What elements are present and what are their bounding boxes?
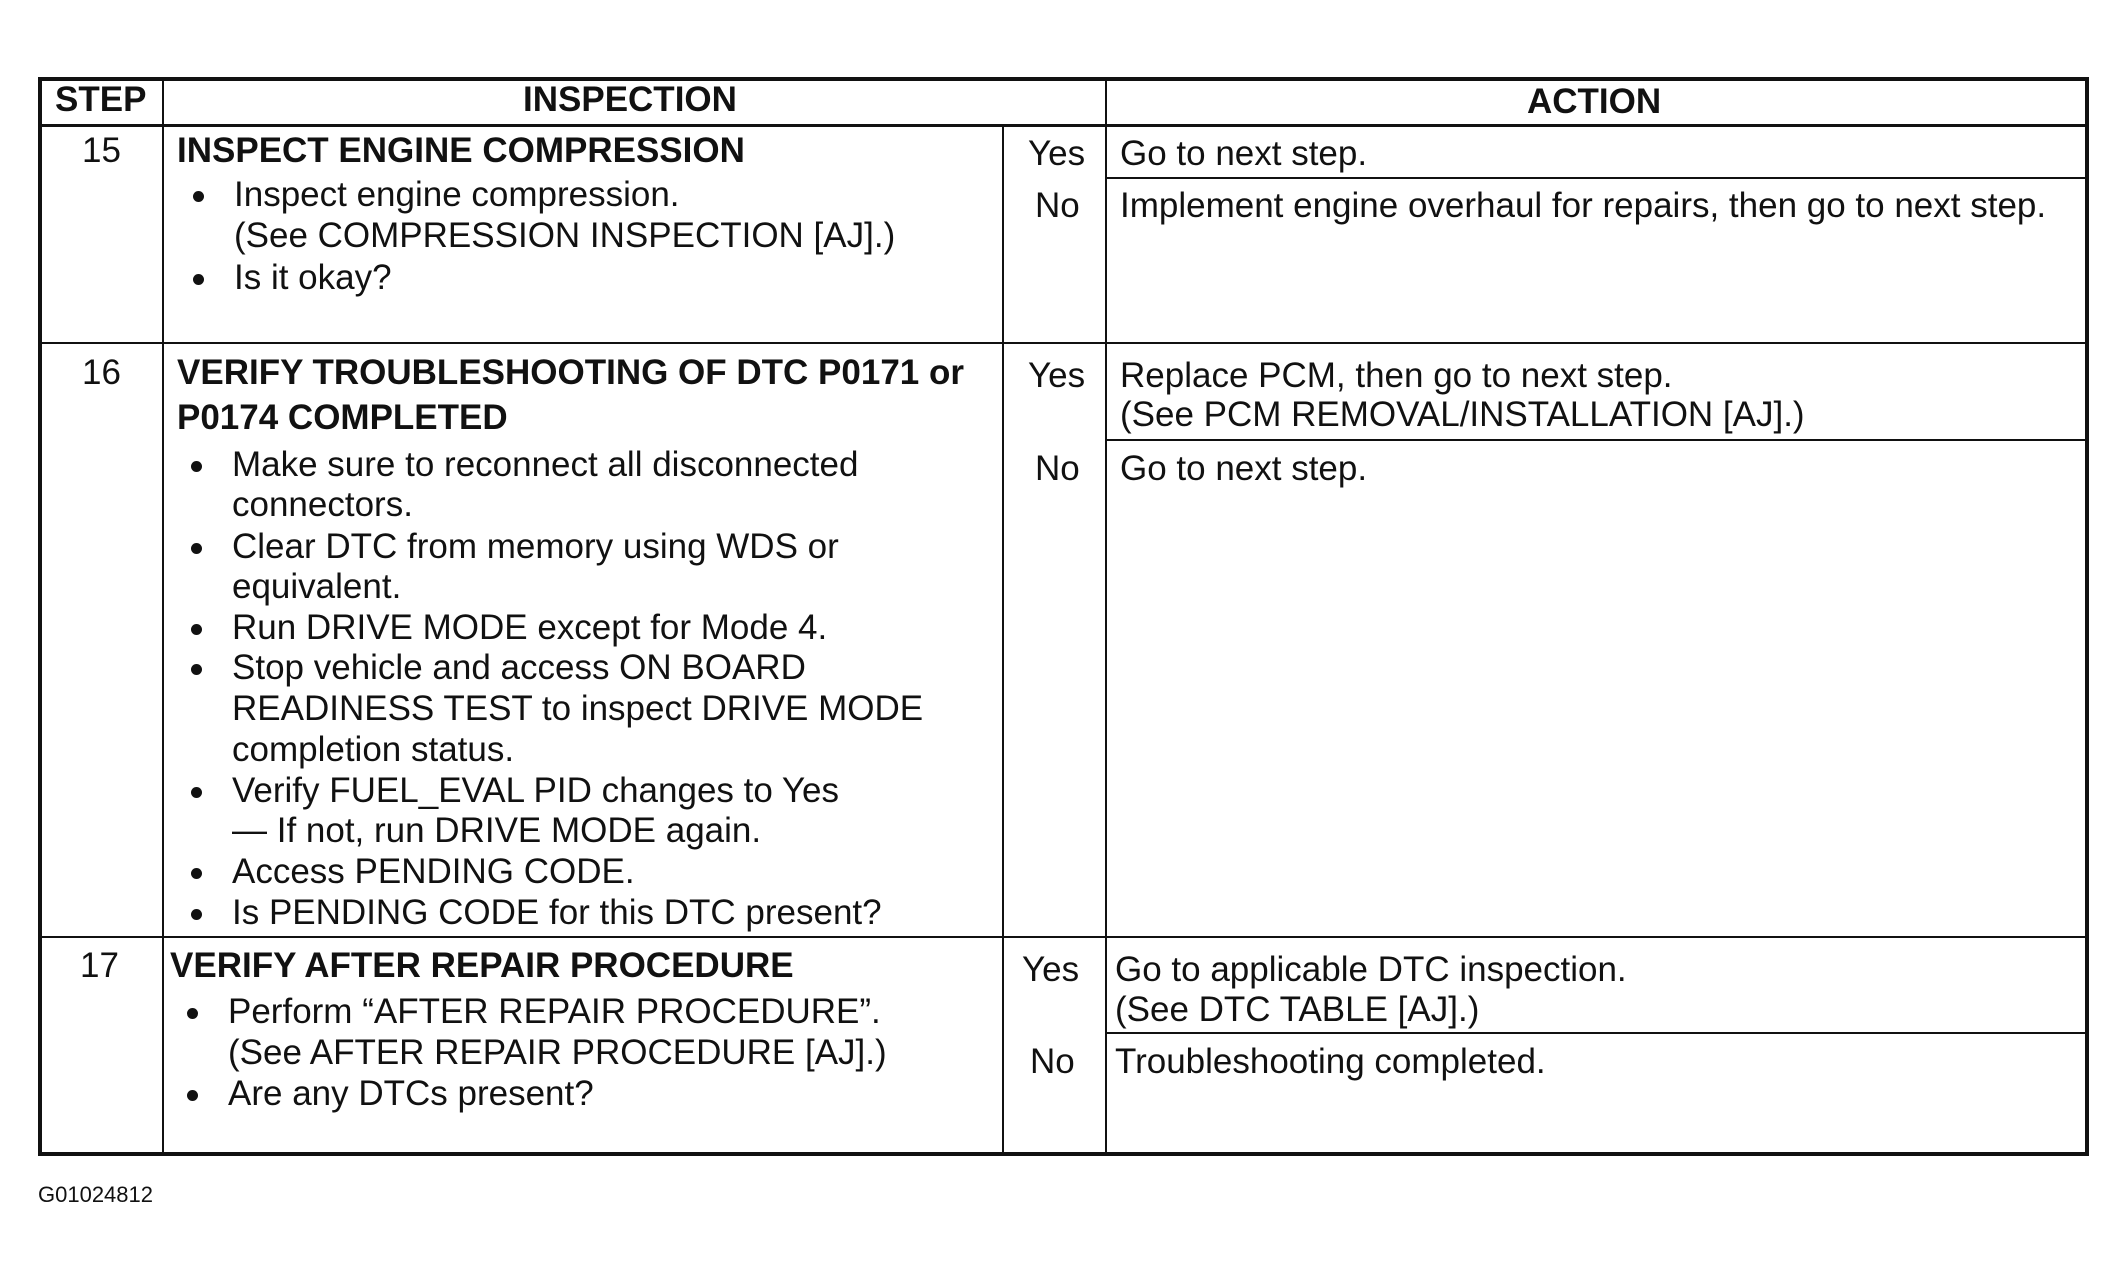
no-action: Go to next step. bbox=[1120, 449, 1368, 488]
bullet-icon bbox=[191, 664, 202, 675]
yes-no-divider-15 bbox=[1105, 177, 2089, 179]
row-divider-16-17 bbox=[38, 936, 2089, 938]
bullet-icon bbox=[187, 1008, 198, 1019]
step-column-divider bbox=[162, 77, 164, 1156]
no-label: No bbox=[1035, 449, 1080, 488]
header-action: ACTION bbox=[1527, 82, 1662, 121]
yes-no-divider-16 bbox=[1105, 439, 2089, 441]
inspection-step: READINESS TEST to inspect DRIVE MODE bbox=[232, 689, 924, 728]
figure-id: G01024812 bbox=[38, 1182, 153, 1207]
no-label: No bbox=[1030, 1042, 1075, 1081]
inspection-step: Are any DTCs present? bbox=[228, 1074, 594, 1113]
yes-action: Go to next step. bbox=[1120, 134, 1368, 173]
action-column-divider bbox=[1105, 77, 1107, 1156]
inspection-step: Access PENDING CODE. bbox=[232, 852, 635, 891]
step-number: 15 bbox=[82, 131, 121, 170]
inspection-step: Is it okay? bbox=[234, 258, 392, 297]
inspection-step: equivalent. bbox=[232, 567, 402, 606]
inspection-step: Stop vehicle and access ON BOARD bbox=[232, 648, 806, 687]
yes-action: (See PCM REMOVAL/INSTALLATION [AJ].) bbox=[1120, 395, 1805, 434]
inspection-step: Is PENDING CODE for this DTC present? bbox=[232, 893, 882, 932]
yes-label: Yes bbox=[1028, 356, 1086, 395]
step-number: 17 bbox=[80, 946, 119, 985]
inspection-step: Verify FUEL_EVAL PID changes to Yes bbox=[232, 771, 840, 810]
yes-no-column-divider bbox=[1002, 124, 1004, 1156]
inspection-step: Make sure to reconnect all disconnected bbox=[232, 445, 859, 484]
bullet-icon bbox=[193, 274, 204, 285]
inspection-step: completion status. bbox=[232, 730, 515, 769]
step-number: 16 bbox=[82, 353, 121, 392]
inspection-step: (See AFTER REPAIR PROCEDURE [AJ].) bbox=[228, 1033, 887, 1072]
no-action: Troubleshooting completed. bbox=[1115, 1042, 1546, 1081]
yes-no-divider-17 bbox=[1105, 1032, 2089, 1034]
bullet-icon bbox=[191, 787, 202, 798]
row-divider-15-16 bbox=[38, 342, 2089, 344]
inspection-step: (See COMPRESSION INSPECTION [AJ].) bbox=[234, 216, 896, 255]
inspection-step: Inspect engine compression. bbox=[234, 175, 680, 214]
header-divider bbox=[38, 124, 2089, 127]
yes-action: (See DTC TABLE [AJ].) bbox=[1115, 990, 1480, 1029]
bullet-icon bbox=[191, 868, 202, 879]
inspection-step: Run DRIVE MODE except for Mode 4. bbox=[232, 608, 828, 647]
no-action: Implement engine overhaul for repairs, then go to next step. bbox=[1120, 186, 2047, 225]
inspection-step: Perform “AFTER REPAIR PROCEDURE”. bbox=[228, 992, 881, 1031]
inspection-step: Clear DTC from memory using WDS or bbox=[232, 527, 839, 566]
inspection-title: VERIFY AFTER REPAIR PROCEDURE bbox=[170, 946, 794, 985]
no-label: No bbox=[1035, 186, 1080, 225]
inspection-title: VERIFY TROUBLESHOOTING OF DTC P0171 or bbox=[177, 353, 964, 392]
inspection-title: P0174 COMPLETED bbox=[177, 398, 508, 437]
yes-label: Yes bbox=[1028, 134, 1086, 173]
inspection-step: connectors. bbox=[232, 485, 413, 524]
header-inspection: INSPECTION bbox=[523, 80, 737, 119]
yes-action: Go to applicable DTC inspection. bbox=[1115, 950, 1627, 989]
bullet-icon bbox=[191, 624, 202, 635]
inspection-step: — If not, run DRIVE MODE again. bbox=[232, 811, 762, 850]
bullet-icon bbox=[187, 1090, 198, 1101]
yes-label: Yes bbox=[1022, 950, 1080, 989]
header-step: STEP bbox=[55, 80, 147, 119]
inspection-title: INSPECT ENGINE COMPRESSION bbox=[177, 131, 745, 170]
bullet-icon bbox=[193, 191, 204, 202]
bullet-icon bbox=[191, 543, 202, 554]
bullet-icon bbox=[191, 909, 202, 920]
bullet-icon bbox=[191, 461, 202, 472]
yes-action: Replace PCM, then go to next step. bbox=[1120, 356, 1673, 395]
